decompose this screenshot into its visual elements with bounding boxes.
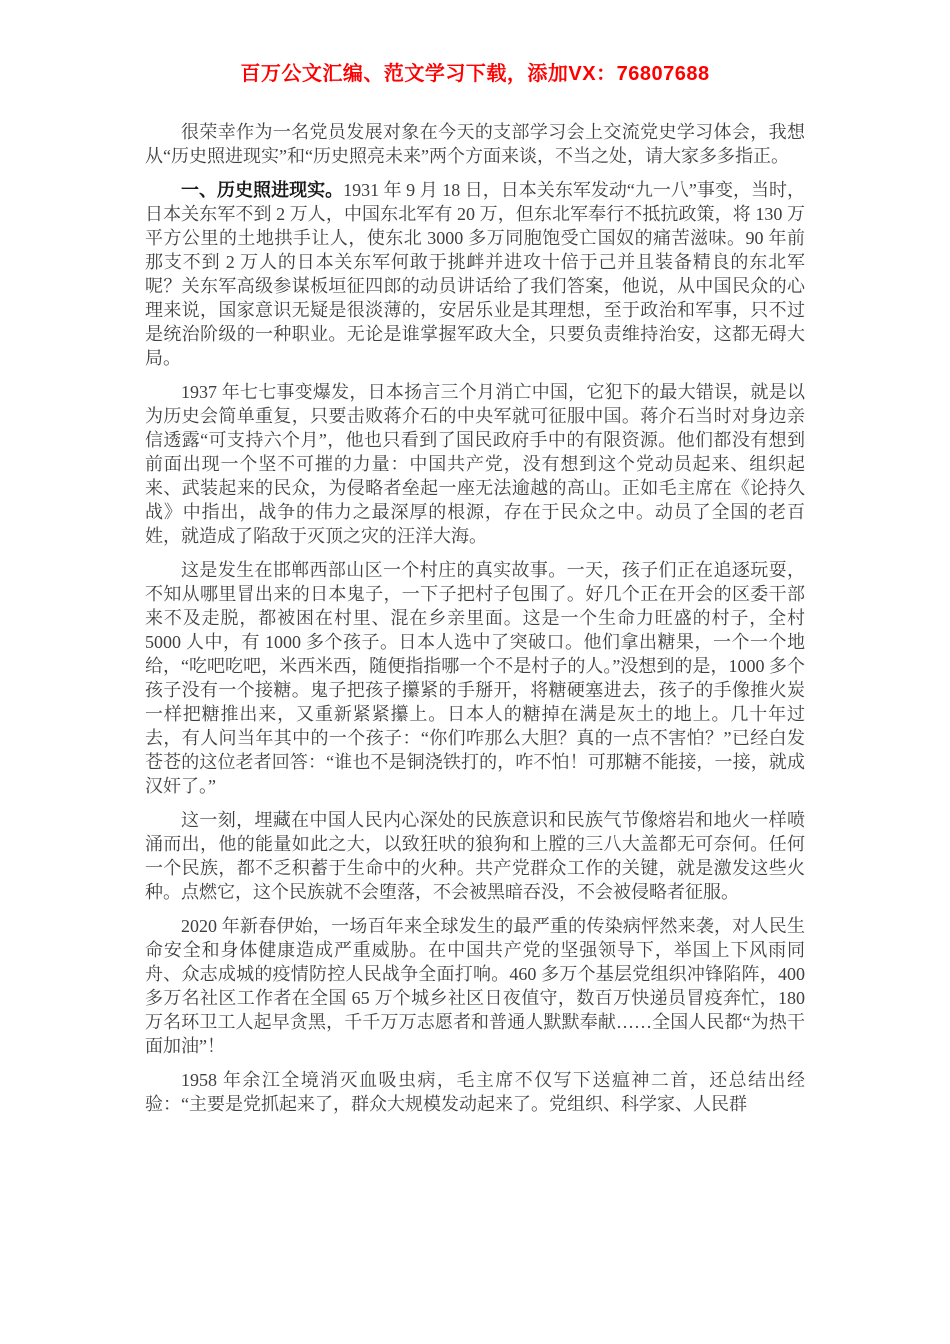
document-body xyxy=(145,120,805,1116)
paragraph xyxy=(145,178,805,370)
paragraph-text: 这一刻，埋藏在中国人民内心深处的民族意识和民族气节像熔岩和地火一样喷涌而出，他的能量如此之大，以致狂吠的狼狗和上膛的三八大盖都无可奈何。任何一个民族，都不乏积蓄于生命中的火种。共产党群众工作的关键，就是激发这些火种。点燃它，这个民族就不会堕落，不会被黑暗吞没，不会被侵略者征服。 xyxy=(145,810,805,902)
paragraph-text: 1931 年 9 月 18 日，日本关东军发动“九一八”事变，当时，日本关东军不到 2 万人，中国东北军有 20 万，但东北军奉行不抵抗政策，将 130 万平方公里的土地拱手让人，使东北 3000 多万同胞饱受亡国奴的痛苦滋味。90 年前那支不到 2 万人的日本关东军何敢于挑衅并进攻十倍于己并且装备精良的东北军呢？关东军高级参谋板垣征四郎的动员讲话给了我们答案，他说，从中国民众的心理来说，国家意识无疑是很淡薄的，安居乐业是其理想，至于政治和军事，只不过是统治阶级的一种职业。无论是谁掌握军政大全，只要负责维持治安，这都无碍大局。 xyxy=(145,180,806,368)
paragraph xyxy=(145,1068,805,1116)
section-heading: 一、历史照进现实。 xyxy=(181,180,344,200)
paragraph xyxy=(145,380,805,548)
paragraph-text: 2020 年新春伊始，一场百年来全球发生的最严重的传染病怦然来袭，对人民生命安全和身体健康造成严重威胁。在中国共产党的坚强领导下，举国上下风雨同舟、众志成城的疫情防控人民战争全面打响。460 多万个基层党组织冲锋陷阵，400 多万名社区工作者在全国 65 万个城乡社区日夜值守，数百万快递员冒疫奔忙，180 万名环卫工人起早贪黑，千千万万志愿者和普通人默默奉献……全国人民都“为热干面加油”！ xyxy=(145,916,805,1056)
paragraph-text: 这是发生在邯郸西部山区一个村庄的真实故事。一天，孩子们正在追逐玩耍，不知从哪里冒出来的日本鬼子，一下子把村子包围了。好几个正在开会的区委干部来不及走脱，都被困在村里、混在乡亲里面。这是一个生命力旺盛的村子，全村 5000 人中，有 1000 多个孩子。日本人选中了突破口。他们拿出糖果，一个一个地给，“吃吧吃吧，米西米西，随便指指哪一个不是村子的人。”没想到的是，1000 多个孩子没有一个接糖。鬼子把孩子攥紧的手掰开，将糖硬塞进去，孩子的手像推火炭一样把糖推出来，又重新紧紧攥上。日本人的糖掉在满是灰土的地上。几十年过去，有人问当年其中的一个孩子：“你们咋那么大胆？真的一点不害怕？”已经白发苍苍的这位老者回答：“谁也不是铜浇铁打的，咋不怕！可那糖不能接，一接，就成汉奸了。” xyxy=(145,560,805,796)
paragraph-text: 1937 年七七事变爆发，日本扬言三个月消亡中国，它犯下的最大错误，就是以为历史会简单重复，只要击败蒋介石的中央军就可征服中国。蒋介石当时对身边亲信透露“可支持六个月”，他也只看到了国民政府手中的有限资源。他们都没有想到前面出现一个坚不可摧的力量：中国共产党，没有想到这个党动员起来、组织起来、武装起来的民众，为侵略者垒起一座无法逾越的高山。正如毛主席在《论持久战》中指出，战争的伟力之最深厚的根源，存在于民众之中。动员了全国的老百姓，就造成了陷敌于灭顶之灾的汪洋大海。 xyxy=(145,382,805,546)
paragraph-text: 1958 年余江全境消灭血吸虫病，毛主席不仅写下送瘟神二首，还总结出经验：“主要是党抓起来了，群众大规模发动起来了。党组织、科学家、人民群 xyxy=(145,1070,805,1114)
paragraph-text: 很荣幸作为一名党员发展对象在今天的支部学习会上交流党史学习体会，我想从“历史照进现实”和“历史照亮未来”两个方面来谈，不当之处，请大家多多指正。 xyxy=(145,122,805,166)
paragraph xyxy=(145,120,805,168)
paragraph xyxy=(145,914,805,1058)
paragraph xyxy=(145,558,805,798)
paragraph xyxy=(145,808,805,904)
promo-header: 百万公文汇编、范文学习下载，添加VX：76807688 xyxy=(240,63,710,85)
